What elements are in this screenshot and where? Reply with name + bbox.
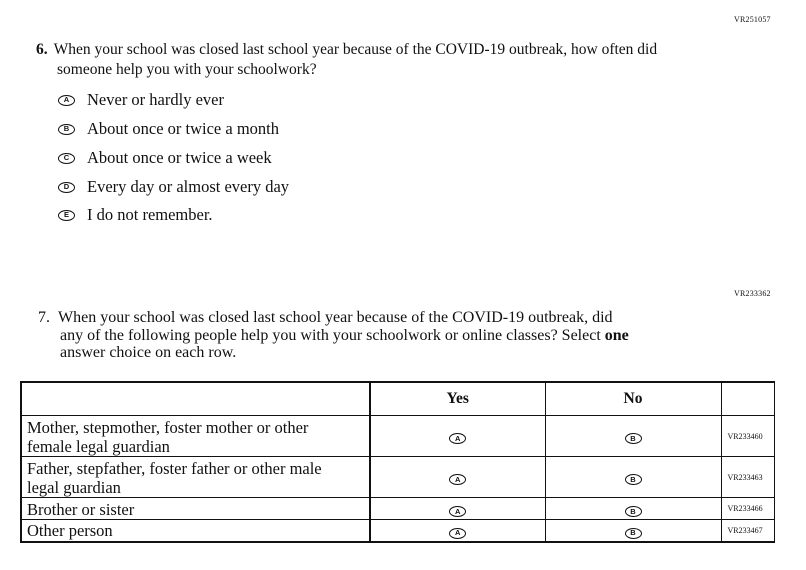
radio-bubble-icon[interactable]: B: [58, 124, 75, 135]
radio-bubble-icon[interactable]: B: [625, 506, 642, 517]
q7-text-line2: [38, 327, 728, 345]
row-item-code: VR233460: [721, 416, 774, 457]
row-label-line1: Father, stepfather, foster father or other male: [27, 458, 322, 478]
grid-header-row: [21, 382, 774, 416]
radio-bubble-icon[interactable]: D: [58, 182, 75, 193]
q6-text-line2: someone help you with your schoolwork?: [57, 61, 317, 78]
table-row: [21, 416, 774, 457]
grid-header-blank: [21, 382, 370, 416]
q6-option-c[interactable]: [58, 148, 272, 168]
row-label: Brother or sister: [21, 498, 370, 520]
q7-number: 7.: [38, 309, 50, 326]
q7-text-line2-pre: any of the following people help you with your schoolwork or online classes? Select: [60, 326, 605, 344]
q7-question: [38, 309, 728, 362]
radio-bubble-icon[interactable]: B: [625, 474, 642, 485]
q7-item-code: VR233362: [734, 289, 771, 298]
q7-text-line1: When your school was closed last school year because of the COVID-19 outbreak, did: [58, 309, 613, 326]
row-label: [21, 416, 370, 457]
radio-bubble-icon[interactable]: C: [58, 153, 75, 164]
radio-bubble-icon[interactable]: A: [449, 433, 466, 444]
column-header-yes: Yes: [370, 382, 545, 416]
q6-number: 6.: [36, 41, 48, 58]
option-label: About once or twice a week: [87, 148, 272, 167]
row-label-line2: legal guardian: [27, 477, 121, 497]
row-item-code: VR233463: [721, 457, 774, 498]
q7-text-line3: answer choice on each row.: [60, 344, 237, 361]
table-row: [21, 498, 774, 520]
column-header-no: No: [545, 382, 721, 416]
no-cell[interactable]: [545, 416, 721, 457]
q6-option-d[interactable]: [58, 177, 289, 197]
radio-bubble-icon[interactable]: B: [625, 528, 642, 539]
option-label: I do not remember.: [87, 205, 213, 224]
no-cell[interactable]: [545, 520, 721, 542]
q7-emphasis: one: [604, 326, 629, 344]
q7-answer-grid: [20, 381, 775, 543]
yes-cell[interactable]: [370, 416, 545, 457]
yes-cell[interactable]: [370, 457, 545, 498]
grid-header-code: [721, 382, 774, 416]
q6-text-line1: When your school was closed last school year because of the COVID-19 outbreak, how often did: [53, 41, 658, 58]
q6-question: [36, 40, 716, 80]
yes-cell[interactable]: [370, 520, 545, 542]
radio-bubble-icon[interactable]: E: [58, 210, 75, 221]
radio-bubble-icon[interactable]: B: [625, 433, 642, 444]
q6-item-code: VR251057: [734, 15, 771, 24]
row-label-line2: female legal guardian: [27, 436, 170, 456]
q6-option-a[interactable]: [58, 90, 224, 110]
q6-option-b[interactable]: [58, 119, 279, 139]
option-label: Never or hardly ever: [87, 90, 224, 109]
table-row: [21, 520, 774, 542]
row-item-code: VR233466: [721, 498, 774, 520]
radio-bubble-icon[interactable]: A: [449, 474, 466, 485]
radio-bubble-icon[interactable]: A: [58, 95, 75, 106]
option-label: Every day or almost every day: [87, 177, 290, 196]
radio-bubble-icon[interactable]: A: [449, 506, 466, 517]
no-cell[interactable]: [545, 457, 721, 498]
yes-cell[interactable]: [370, 498, 545, 520]
radio-bubble-icon[interactable]: A: [449, 528, 466, 539]
table-row: [21, 457, 774, 498]
no-cell[interactable]: [545, 498, 721, 520]
row-label: [21, 457, 370, 498]
row-item-code: VR233467: [721, 520, 774, 542]
q6-option-e[interactable]: [58, 205, 213, 225]
option-label: About once or twice a month: [87, 119, 279, 138]
row-label: Other person: [21, 520, 370, 542]
row-label-line1: Mother, stepmother, foster mother or other: [27, 417, 309, 437]
